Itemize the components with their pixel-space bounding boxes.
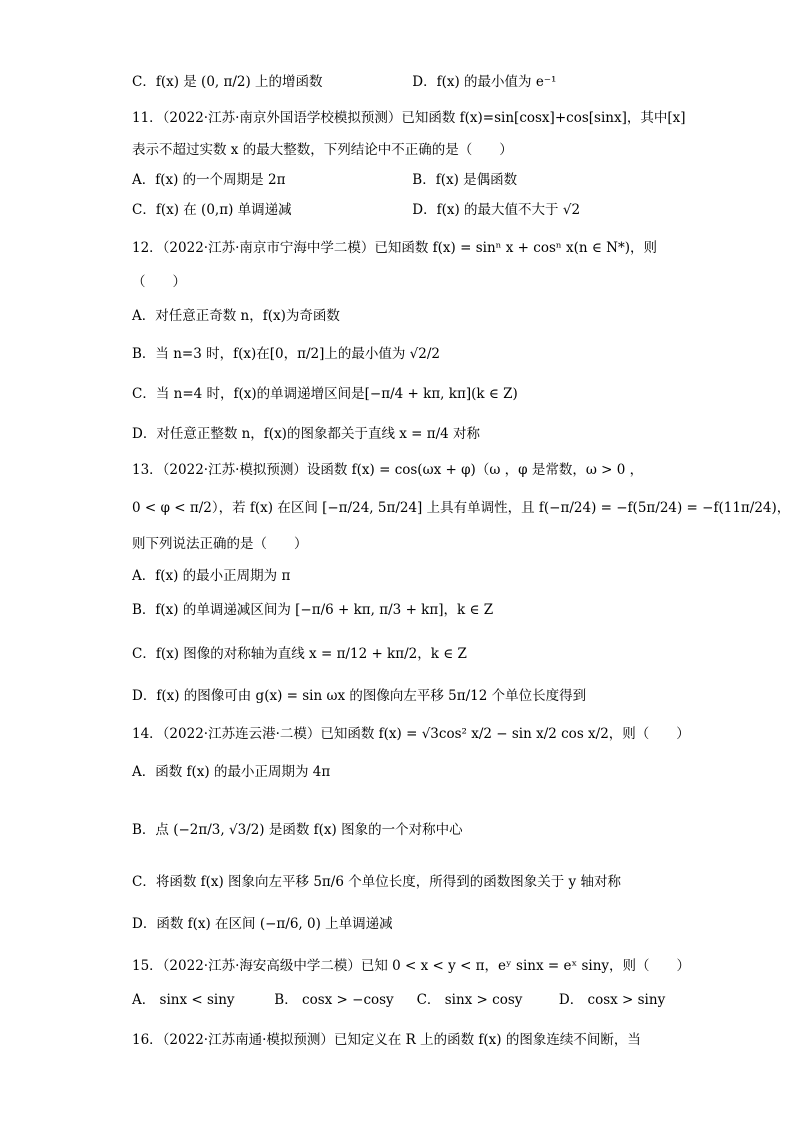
q11-options-cd bbox=[132, 200, 734, 220]
q11-option-d: D．f(x) 的最大值不大于 √2 bbox=[412, 202, 581, 218]
q13-option-c: C．f(x) 图像的对称轴为直线 x = π/12 + kπ/2，k ∈ Z bbox=[132, 646, 467, 662]
q13-option-d: D．f(x) 的图像可由 g(x) = sin ωx 的图像向左平移 5π/12 个单位长度得到 bbox=[132, 688, 587, 704]
q15-option-d: D． cosx > siny bbox=[558, 992, 666, 1008]
q13-stem-line2: 0 < φ < π/2），若 f(x) 在区间 [−π/24, 5π/24] 上具有单调性，且 f(−π/24) = −f(5π/24) = −f(11π/24)， bbox=[132, 500, 791, 516]
q15-options bbox=[132, 990, 734, 1010]
q11-option-a: A．f(x) 的一个周期是 2π bbox=[132, 172, 286, 188]
q10-option-c: C．f(x) 是 (0, π/2) 上的增函数 bbox=[132, 74, 323, 90]
q14-stem-line1: 14．（2022·江苏连云港·二模）已知函数 f(x) = √3cos² x/2 − sin x/2 cos x/2，则（ ） bbox=[132, 726, 690, 742]
q14-option-d: D．函数 f(x) 在区间 (−π/6, 0) 上单调递减 bbox=[132, 916, 393, 932]
q15-option-a: A． sinx < siny bbox=[132, 992, 235, 1008]
q15-stem-line1: 15．（2022·江苏·海安高级中学二模）已知 0 < x < y < π，eʸ sinx = eˣ siny，则（ ） bbox=[132, 958, 691, 974]
q14-option-c: C．将函数 f(x) 图象向左平移 5π/6 个单位长度，所得到的函数图象关于 y 轴对称 bbox=[132, 874, 621, 890]
q12-stem-line1: 12．（2022·江苏·南京市宁海中学二模）已知函数 f(x) = sinⁿ x + cosⁿ x(n ∈ N*)，则 bbox=[132, 240, 658, 256]
q16-stem-line1: 16．（2022·江苏南通·模拟预测）已知定义在 R 上的函数 f(x) 的图象连续不间断，当 bbox=[132, 1032, 641, 1048]
q12-option-d: D．对任意正整数 n，f(x)的图象都关于直线 x = π/4 对称 bbox=[132, 426, 481, 442]
q11-option-b: B．f(x) 是偶函数 bbox=[412, 172, 518, 188]
q14-option-b: B．点 (−2π/3, √3/2) 是函数 f(x) 图象的一个对称中心 bbox=[132, 822, 463, 838]
q11-options-ab bbox=[132, 170, 734, 190]
q15-option-b: B． cosx > −cosy bbox=[274, 992, 394, 1008]
q13-stem-line1: 13．（2022·江苏·模拟预测）设函数 f(x) = cos(ωx + φ)（ω ，φ 是常数，ω > 0 ， bbox=[132, 462, 644, 478]
q12-option-a: A．对任意正奇数 n，f(x)为奇函数 bbox=[132, 308, 340, 324]
q11-stem-line2: 表示不超过实数 x 的最大整数，下列结论中不正确的是（ ） bbox=[132, 142, 513, 158]
q13-option-b: B．f(x) 的单调递减区间为 [−π/6 + kπ, π/3 + kπ]，k ∈ Z bbox=[132, 602, 494, 618]
q14-option-a: A．函数 f(x) 的最小正周期为 4π bbox=[132, 764, 331, 780]
q11-stem-line1: 11．（2022·江苏·南京外国语学校模拟预测）已知函数 f(x)=sin[cosx]+cos[sinx]，其中[x] bbox=[132, 110, 686, 126]
q13-option-a: A．f(x) 的最小正周期为 π bbox=[132, 568, 291, 584]
q12-option-c: C．当 n=4 时，f(x)的单调递增区间是[−π/4 + kπ, kπ](k ∈ Z) bbox=[132, 386, 518, 402]
q11-option-c: C．f(x) 在 (0,π) 单调递减 bbox=[132, 202, 292, 218]
q12-stem-line2: （ ） bbox=[132, 274, 186, 290]
q10-option-d: D．f(x) 的最小值为 e⁻¹ bbox=[412, 74, 557, 90]
q15-option-c: C． sinx > cosy bbox=[416, 992, 523, 1008]
q13-stem-line3: 则下列说法正确的是（ ） bbox=[132, 536, 308, 552]
q10-options bbox=[132, 72, 734, 92]
q12-option-b: B．当 n=3 时，f(x)在[0，π/2]上的最小值为 √2/2 bbox=[132, 346, 440, 362]
